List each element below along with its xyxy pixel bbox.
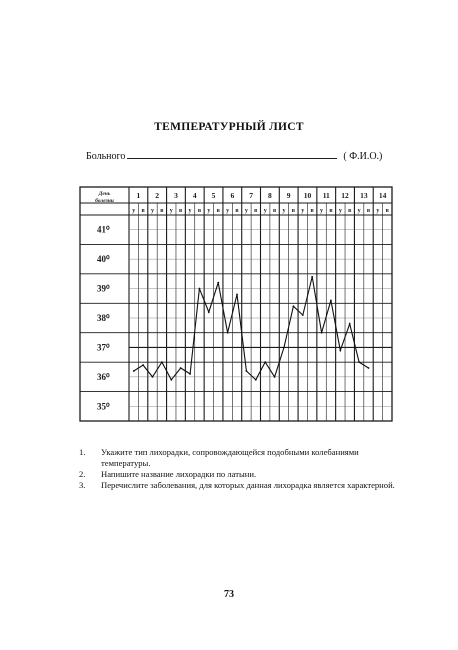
question-item <box>79 469 404 480</box>
day-label: 6 <box>230 191 235 200</box>
patient-name-hint: ( Ф.И.О.) <box>343 151 383 162</box>
corner-label-line2: болезни <box>95 198 114 204</box>
sheet-title: ТЕМПЕРАТУРНЫЙ ЛИСТ <box>154 121 304 133</box>
question-number: 1. <box>79 447 86 457</box>
temperature-point <box>142 364 144 366</box>
evening-label: в <box>366 208 371 214</box>
question-item <box>79 480 404 491</box>
temperature-point <box>208 311 210 313</box>
morning-label: у <box>282 208 286 214</box>
temp-label: 41⁰ <box>97 224 110 235</box>
evening-label: в <box>141 208 145 214</box>
temp-label: 37⁰ <box>97 342 110 353</box>
day-label: 9 <box>286 191 291 200</box>
temperature-point <box>283 347 285 349</box>
temperature-point <box>133 370 135 372</box>
morning-label: у <box>376 208 380 214</box>
morning-label: у <box>244 208 248 214</box>
question-text: Перечислите заболевания, для которых данная лихорадка является характерной. <box>101 480 395 490</box>
evening-label: в <box>216 208 220 214</box>
temperature-point <box>227 332 229 334</box>
temperature-point <box>236 294 238 296</box>
temp-label: 39⁰ <box>97 283 110 294</box>
morning-label: у <box>357 208 361 214</box>
page-number: 73 <box>224 589 234 600</box>
temperature-point <box>264 361 266 363</box>
morning-label: у <box>207 208 211 214</box>
morning-label: у <box>150 208 154 214</box>
day-label: 5 <box>211 191 216 200</box>
evening-label: в <box>179 208 183 214</box>
temperature-point <box>292 305 294 307</box>
day-label: 10 <box>303 191 312 200</box>
question-number: 2. <box>79 469 86 479</box>
temperature-point <box>302 314 304 316</box>
temperature-point <box>349 323 351 325</box>
patient-label: Больного <box>86 151 126 162</box>
morning-label: у <box>132 208 136 214</box>
day-label: 13 <box>360 191 368 200</box>
temperature-point <box>358 361 360 363</box>
evening-label: в <box>160 208 164 214</box>
day-label: 11 <box>322 191 330 200</box>
temperature-point <box>321 332 323 334</box>
temp-label: 40⁰ <box>97 254 110 265</box>
questions-list <box>79 447 404 491</box>
temp-label: 35⁰ <box>97 401 110 412</box>
temperature-point <box>255 379 257 381</box>
morning-label: у <box>320 208 324 214</box>
morning-label: у <box>226 208 230 214</box>
temp-label: 38⁰ <box>97 313 110 323</box>
evening-label: в <box>348 208 352 214</box>
morning-label: у <box>301 208 305 214</box>
temperature-point <box>161 361 163 363</box>
temperature-point <box>199 288 201 290</box>
temperature-point <box>368 367 370 369</box>
evening-label: в <box>291 208 295 214</box>
day-label: 1 <box>136 191 141 200</box>
question-item <box>79 447 404 469</box>
morning-label: у <box>188 208 192 214</box>
day-label: 2 <box>155 191 160 200</box>
evening-label: в <box>329 208 333 214</box>
temperature-point <box>152 376 154 378</box>
temperature-point <box>339 349 341 351</box>
question-text: Напишите название лихорадки по латыни. <box>101 469 257 479</box>
corner-label-line1: День <box>98 191 111 197</box>
evening-label: в <box>272 208 277 214</box>
temperature-point <box>311 276 313 278</box>
day-label: 4 <box>192 191 197 200</box>
temperature-point <box>217 282 219 284</box>
evening-label: в <box>235 208 239 214</box>
temperature-point <box>274 376 276 378</box>
evening-label: в <box>197 208 202 214</box>
day-label: 7 <box>249 191 253 200</box>
day-label: 8 <box>268 191 272 200</box>
temperature-point <box>189 373 191 375</box>
question-number: 3. <box>79 480 86 490</box>
morning-label: у <box>263 208 267 214</box>
question-text: Укажите тип лихорадки, сопровождающейся подобными колебаниями температуры. <box>101 447 359 468</box>
day-label: 12 <box>341 191 349 200</box>
temp-label: 36⁰ <box>97 371 110 382</box>
day-label: 3 <box>174 191 178 200</box>
evening-label: в <box>310 208 314 214</box>
evening-label: в <box>385 208 389 214</box>
temperature-point <box>180 367 182 369</box>
temperature-point <box>330 299 332 301</box>
day-label: 14 <box>378 191 387 200</box>
morning-label: у <box>338 208 342 214</box>
temperature-point <box>170 379 172 381</box>
morning-label: у <box>169 208 173 214</box>
temperature-point <box>246 370 248 372</box>
evening-label: в <box>254 208 258 214</box>
